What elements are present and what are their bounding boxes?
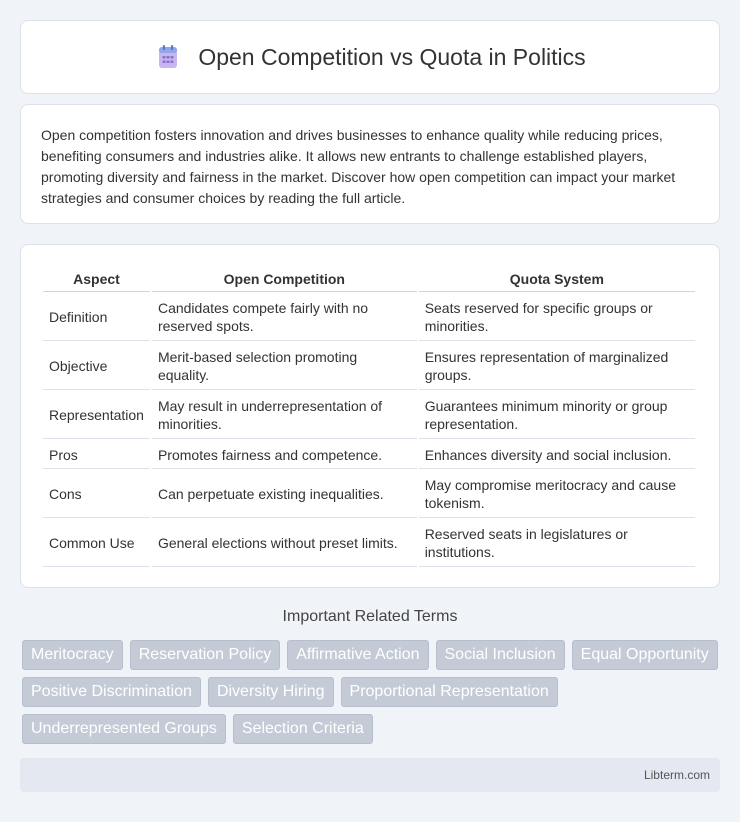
comparison-table <box>41 265 697 569</box>
table-row <box>43 294 695 341</box>
tag-positive-discrimination[interactable]: Positive Discrimination <box>22 677 201 707</box>
intro-card <box>20 104 720 224</box>
header-open-competition: Open Competition <box>152 267 417 292</box>
cell-open: Can perpetuate existing inequalities. <box>152 471 417 518</box>
cell-aspect: Objective <box>43 343 150 390</box>
tag-affirmative-action[interactable]: Affirmative Action <box>287 640 428 670</box>
table-header-row <box>43 267 695 292</box>
header-aspect: Aspect <box>43 267 150 292</box>
cell-aspect: Cons <box>43 471 150 518</box>
tag-equal-opportunity[interactable]: Equal Opportunity <box>572 640 718 670</box>
title-wrap <box>154 43 585 71</box>
cell-quota: Ensures representation of marginalized groups. <box>419 343 695 390</box>
footer <box>20 758 720 792</box>
tag-reservation-policy[interactable]: Reservation Policy <box>130 640 281 670</box>
cell-aspect: Definition <box>43 294 150 341</box>
table-row <box>43 441 695 469</box>
footer-site-link[interactable]: Libterm.com <box>643 768 710 782</box>
tag-proportional-representation[interactable]: Proportional Representation <box>341 677 558 707</box>
tag-underrepresented-groups[interactable]: Underrepresented Groups <box>22 714 226 744</box>
cell-open: General elections without preset limits. <box>152 520 417 567</box>
cell-aspect: Pros <box>43 441 150 469</box>
cell-aspect: Representation <box>43 392 150 439</box>
comparison-table-card <box>20 244 720 588</box>
header-card <box>20 20 720 94</box>
cell-quota: Guarantees minimum minority or group representation. <box>419 392 695 439</box>
cell-aspect: Common Use <box>43 520 150 567</box>
cell-open: Promotes fairness and competence. <box>152 441 417 469</box>
related-terms-title: Important Related Terms <box>282 608 458 625</box>
header-quota-system: Quota System <box>419 267 695 292</box>
document-icon <box>154 43 182 71</box>
tag-diversity-hiring[interactable]: Diversity Hiring <box>208 677 334 707</box>
cell-quota: Reserved seats in legislatures or institutions. <box>419 520 695 567</box>
table-row <box>43 343 695 390</box>
cell-open: Candidates compete fairly with no reserved spots. <box>152 294 417 341</box>
intro-paragraph: Open competition fosters innovation and drives businesses to enhance quality while reducing prices, benefiting consumers and industries alike. It allows new entrants to challenge established players, promoting diversity and fairness in the market. Discover how open competition can impact your market strategies and consumer choices by reading the full article. <box>41 127 676 206</box>
table-row <box>43 471 695 518</box>
table-row <box>43 520 695 567</box>
tag-social-inclusion[interactable]: Social Inclusion <box>436 640 565 670</box>
page-title: Open Competition vs Quota in Politics <box>198 43 586 70</box>
table-row <box>43 392 695 439</box>
cell-quota: Enhances diversity and social inclusion. <box>419 441 695 469</box>
related-terms-tags <box>22 640 722 744</box>
cell-open: May result in underrepresentation of minorities. <box>152 392 417 439</box>
cell-quota: Seats reserved for specific groups or minorities. <box>419 294 695 341</box>
cell-quota: May compromise meritocracy and cause tokenism. <box>419 471 695 518</box>
tag-meritocracy[interactable]: Meritocracy <box>22 640 123 670</box>
tag-selection-criteria[interactable]: Selection Criteria <box>233 714 373 744</box>
cell-open: Merit-based selection promoting equality. <box>152 343 417 390</box>
